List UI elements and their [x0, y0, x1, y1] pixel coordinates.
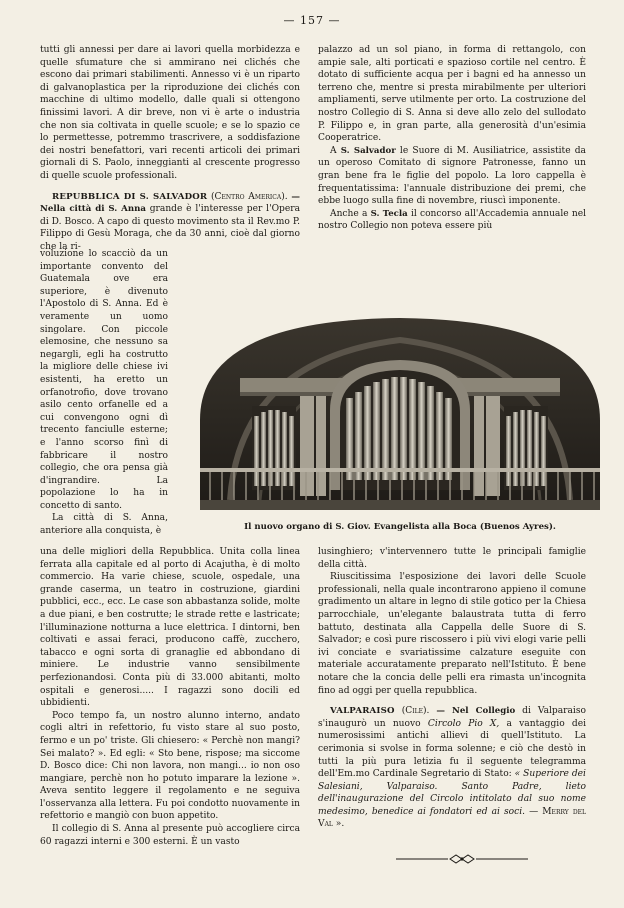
- paragraph-s-tecla: [318, 208, 586, 233]
- section-heading-s-salvador: REPUBBLICA DI S. SALVADOR: [52, 191, 208, 202]
- organ-photo: [200, 300, 600, 510]
- left-column-narrow: [40, 248, 168, 538]
- text-valparaiso-a: di Valparaiso s'inaugurò un nuovo: [318, 706, 586, 729]
- paragraph-padre-filippo: voluzione lo scacciò da un importante convento del Guatemala ove era superiore, è divenuto l'Apostolo di S. Anna. Ed è veramente un uomo singolare. Con piccole elemosine, che nessuno sa negargli, egli ha costrutto la migliore delle chiese ivi esistenti, ha eretto un orfanotrofio, dove trovano asilo cento orfanelle ed a cui convengono ogni dì trecento fanciulle esterne; e l'anno scorso finì di fabbricare il nostro collegio, che ora pensa già d'ingrandire. La popolazione lo ha in concetto di santo.: [40, 249, 168, 511]
- text-lead-anche: Anche a: [330, 208, 368, 219]
- text-suore: le Suore di M. Ausiliatrice, assistite da un operoso Comitato di signore Patronesse, fanno un gran bene fra le figlie del popolo. La loro cappella è frequentatissima: l'annuale distribuzione dei premi, che ebbe luogo sulla fine di novembre, riuscì imponente.: [318, 145, 586, 207]
- photo-caption: Il nuovo organo di S. Giov. Evangelista alla Boca (Buenos Ayres).: [244, 522, 556, 532]
- end-ornament-icon: [392, 854, 532, 864]
- text-telegramma: « Superiore dei Salesiani, Valparaiso. Santo Padre, lieto dell'inaugurazione del Circolo intitolato dal suo nome medesimo, benedice ai fondatori ed ai soci.: [318, 769, 586, 817]
- lead-s-anna: —Nella città di S. Anna: [40, 191, 300, 215]
- right-column-bottom: [318, 546, 586, 831]
- paragraph-palazzo: palazzo ad un sol piano, in forma di rettangolo, con ampie sale, alti porticati e spazioso cortile nel centro. È dotato di sufficiente acqua per i bagni ed ha annesso un terreno che, mentre si presta mirabilmente per ulteriori ampliamenti, serve utilmente per orto. La costruzione del nostro Collegio di S. Anna si deve allo zelo del sullodato P. Filippo e, in gran parte, alla generosità d'un'esimia Cooperatrice.: [318, 45, 586, 144]
- text-lead-a: A: [330, 145, 337, 156]
- paragraph-citta-s-anna-start: La città di S. Anna, anteriore alla conquista, è: [40, 513, 168, 537]
- section-subheading-cile: (Cile).: [401, 706, 430, 717]
- paragraph-lusinghiero: lusinghiero; v'intervennero tutte le principali famiglie della città.: [318, 547, 586, 570]
- text-s-tecla: il concorso all'Accademia annuale nel nostro Collegio non poteva essere più: [318, 208, 586, 232]
- paragraph-scuole: tutti gli annessi per dare ai lavori quella morbidezza e quelle sfumature che si ammirano nei clichés che escono dai primari stabilimenti. Annesso vi è un riparto di galvanoplastica per la riproduzione dei clichés con macchine di ultimo modello, dalle quali si ottengono finissimi lavori. A dir breve, non vi è arte o industria che non sia coltivata in quelle scuole; e se lo spazio ce lo permettesse, potremmo trascrivere, a soddisfazione dei nostri benefattori, vari recenti articoli dei primari giornali di S. Paolo, inneggianti al crescente progresso di quelle scuole professionali.: [40, 45, 300, 181]
- right-column-top: [318, 44, 586, 233]
- section-subheading-centro-america: (Centro America).: [211, 191, 288, 202]
- paragraph-suore: [318, 145, 586, 208]
- paragraph-s-salvador-intro: [40, 191, 300, 254]
- paragraph-citta-descrizione: una delle migliori della Repubblica. Unita colla linea ferrata alla capitale ed al porto di Acajutha, è di molto commercio. Ha varie chiese, scuole, ospedale, una grande caserma, un teatro in costruzione, giardini pubblici, ecc., ecc. Le case son abbastanza solide, molte a due piani, e ben costrutte; le strade rette e lastricate; l'illuminazione notturna a luce elettrica. I dintorni, ben coltivati e assai feraci, producono caffè, zucchero, tabacco e ogni sorta di granaglie ed abbondano di miniere. Le industrie vanno sensibilmente perfezionandosi. Conta più di 33.000 abitanti, molto ospitali e generosi..... I ragazzi sono docili ed ubbidienti.: [40, 547, 300, 709]
- lead-nel-collegio: — Nel Collegio: [436, 706, 516, 717]
- paragraph-alunno: Poco tempo fa, un nostro alunno interno, andato cogli altri in refettorio, fu visto stare al suo posto, fermo e un po' triste. Gli chiesero: « Perchè non mangi? Sei malato? ». Ed egli: « Sto bene, rispose; ma siccome D. Bosco dice: Chi non lavora, non mangi... io non oso mangiare, perchè non ho potuto imparare la lezione ». Aveva sentito leggere il regolamento e ne seguiva l'osservanza alla lettera. Fu poi condotto nuovamente in refettorio e mangiò con buon appetito.: [40, 710, 300, 822]
- paragraph-collegio-capacita: Il collegio di S. Anna al presente può accogliere circa 60 ragazzi interni e 300 esterni. È un vasto: [40, 824, 300, 847]
- section-heading-valparaiso: VALPARAISO: [330, 706, 395, 717]
- place-s-tecla: S. Tecla: [370, 208, 408, 219]
- left-column-top: [40, 44, 300, 254]
- page-number: — 157 —: [283, 14, 341, 27]
- left-column-bottom: [40, 546, 300, 848]
- text-firma-merry-del-val: — Merry del Val ».: [318, 806, 586, 830]
- text-circolo-pio-x: Circolo Pio X,: [427, 718, 500, 729]
- paragraph-esposizione: Riuscitissima l'esposizione dei lavori delle Scuole professionali, nella quale incontrarono appieno il comune gradimento un altare in legno di stile gotico per la Chiesa parrocchiale, un'elegante balaustrata tutta di ferro battuto, destinata alla Cappella delle Suore di S. Salvador; e così pure riscossero i più vivi elogi varie pelli ivi conciate e svariatissime calzature eseguite con materiale accuratamente preparato nell'Istituto. È bene notare che la concia delle pelli era rimasta un'incognita fino ad oggi per quella repubblica.: [318, 572, 586, 696]
- text-valparaiso-b: a vantaggio dei numerosissimi antichi allievi di quell'Istituto. La cerimonia si svolse in forma solenne; e ciò che destò in tutti la più pura letizia fu il seguente telegramma dell'Em.mo Cardinale Segretario di Stato:: [318, 718, 586, 780]
- place-s-salvador: S. Salvador: [340, 145, 396, 156]
- paragraph-valparaiso: [318, 705, 586, 831]
- organ-image: [200, 300, 600, 510]
- text-s-anna-intro: grande è l'interesse per l'Opera di D. Bosco. A capo di questo movimento sta il Rev.mo P. Filippo di Gesù Moraga, che da 30 anni, cioè dal giorno che la ri-: [40, 204, 300, 252]
